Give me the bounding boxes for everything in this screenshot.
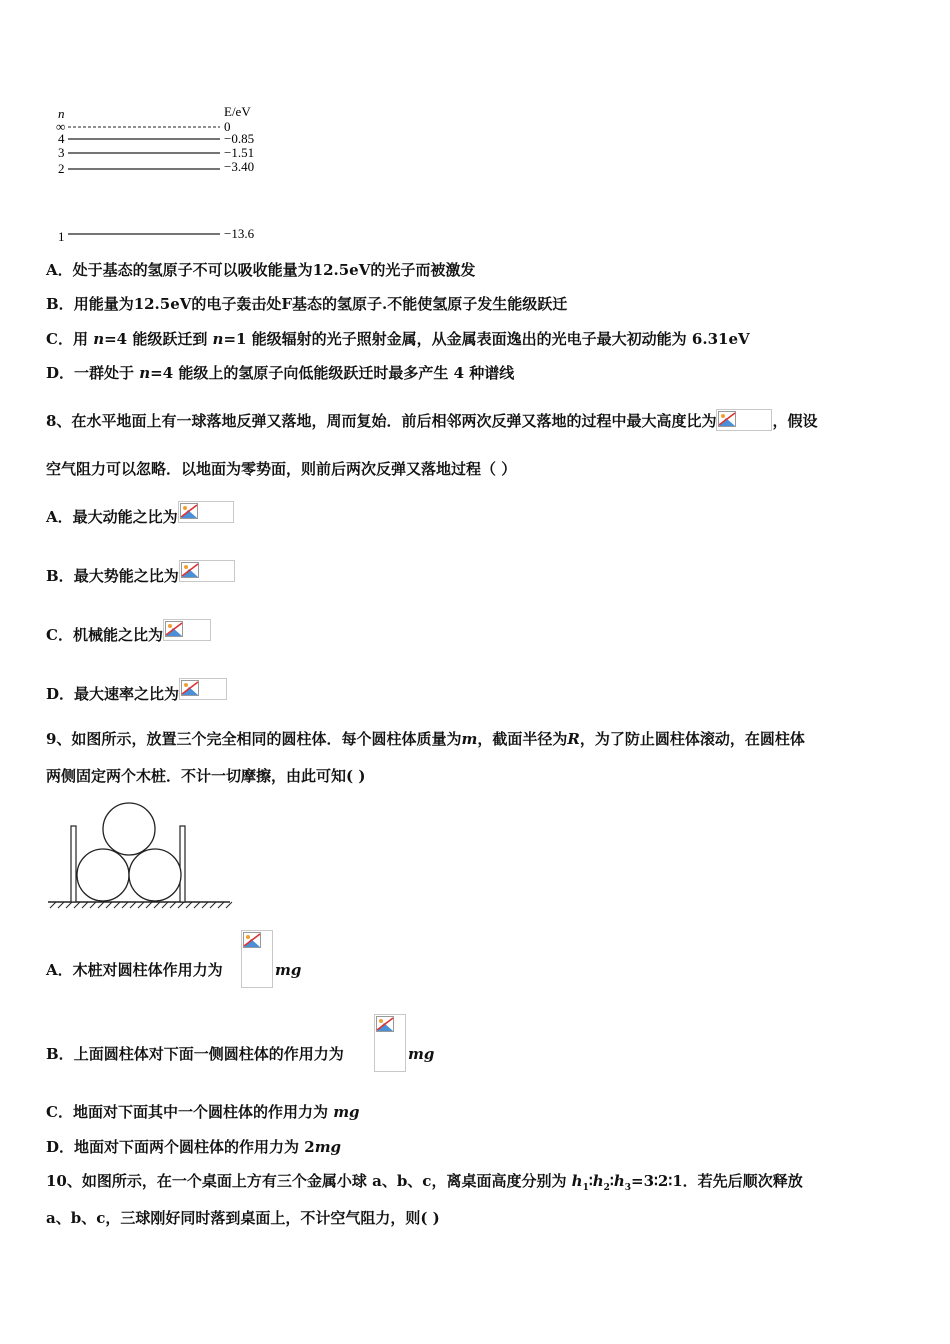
var-mg: mg: [314, 1138, 342, 1156]
option-letter: C．: [46, 330, 73, 348]
var-mg: mg: [333, 1103, 360, 1121]
level-n-3: 3: [58, 145, 65, 160]
broken-image-icon: [179, 560, 235, 582]
q10-stem-line2: a、b、c，三球刚好同时落到桌面上，不计空气阻力，则( ): [46, 1209, 440, 1227]
q9-option-d: [46, 1137, 341, 1157]
question-text: ，截面半径为: [477, 730, 568, 748]
option-text: 用能量为12.5eV的电子轰击处F基态的氢原子.不能使氢原子发生能级跃迁: [73, 295, 568, 313]
bottom-right-cylinder: [129, 849, 181, 901]
var-n: n: [93, 330, 105, 348]
q8-option-a: [46, 505, 234, 527]
question-text: ，假设: [772, 412, 818, 430]
q7-option-c: [46, 329, 750, 349]
option-letter: C．: [46, 626, 73, 644]
option-text: 地面对下面其中一个圆柱体的作用力为: [72, 1103, 334, 1121]
option-text: 处于基态的氢原子不可以吸收能量为12.5eV的光子而被激发: [72, 261, 476, 279]
option-text: 一群处于: [74, 364, 140, 382]
right-stake: [180, 826, 185, 902]
q7-option-a: [46, 260, 475, 280]
var-n: n: [212, 330, 224, 348]
option-text: 木桩对圆柱体作用力为: [72, 961, 223, 979]
left-stake: [71, 826, 76, 902]
broken-image-icon: [716, 409, 772, 431]
var-mg: mg: [408, 1045, 435, 1063]
option-text: =1 能级辐射的光子照射金属，从金属表面逸出的光电子最大初动能为 6.31eV: [223, 330, 750, 348]
q7-option-d: [46, 363, 514, 383]
q8-option-c: [46, 623, 211, 645]
level-n-2: 2: [58, 161, 65, 176]
option-text: 地面对下面两个圆柱体的作用力为 2: [74, 1138, 315, 1156]
ratio-colon: ∶: [588, 1172, 593, 1190]
option-letter: B．: [46, 567, 74, 585]
option-letter: D．: [46, 685, 75, 703]
option-text: 最大动能之比为: [72, 508, 178, 526]
broken-image-icon: [163, 619, 211, 641]
option-letter: D．: [46, 364, 75, 382]
question-text: =3∶2∶1．若先后顺次释放: [631, 1172, 803, 1190]
option-text: =4 能级上的氢原子向低能级跃迁时最多产生 4 种谱线: [150, 364, 515, 382]
q8-option-d: [46, 682, 227, 704]
option-text: =4 能级跃迁到: [104, 330, 213, 348]
option-letter: D．: [46, 1138, 75, 1156]
var-h: h: [571, 1172, 583, 1190]
question-text: 8、在水平地面上有一球落地反弹又落地，周而复始．前后相邻两次反弹又落地的过程中最大高度比为: [46, 412, 717, 430]
bottom-left-cylinder: [77, 849, 129, 901]
q8-stem: [46, 409, 817, 431]
subscript: 3: [624, 1183, 631, 1193]
level-e-1: −13.6: [224, 226, 255, 241]
var-h: h: [592, 1172, 604, 1190]
var-h: h: [613, 1172, 625, 1190]
level-e-2: −3.40: [224, 159, 255, 174]
level-e-3: −1.51: [224, 145, 255, 160]
n-axis-label: n: [58, 106, 65, 121]
option-letter: A．: [46, 508, 73, 526]
subscript: 1: [582, 1183, 589, 1193]
option-letter: B．: [46, 295, 74, 313]
var-n: n: [139, 364, 151, 382]
option-letter: B．: [46, 1045, 74, 1063]
q8-option-b: [46, 564, 235, 586]
level-n-inf: ∞: [56, 119, 66, 134]
broken-image-icon: [178, 501, 234, 523]
option-text: 用: [72, 330, 94, 348]
q7-option-b: [46, 294, 567, 314]
level-e-4: −0.85: [224, 131, 255, 146]
level-e-inf: 0: [224, 119, 231, 134]
var-r: R: [567, 730, 580, 748]
level-n-1: 1: [58, 229, 65, 244]
broken-image-icon: [179, 678, 227, 700]
q9-stem-line2: 两侧固定两个木桩．不计一切摩擦，由此可知( ): [46, 767, 366, 785]
q9-option-c: [46, 1102, 360, 1122]
subscript: 2: [603, 1183, 610, 1193]
energy-axis-label: E/eV: [224, 104, 251, 119]
q8-stem-line2: 空气阻力可以忽略．以地面为零势面，则前后两次反弹又落地过程（ ）: [46, 460, 517, 478]
energy-level-diagram: [50, 100, 280, 250]
q10-stem: [46, 1171, 803, 1198]
option-text: 最大速率之比为: [74, 685, 180, 703]
option-letter: A．: [46, 261, 73, 279]
level-n-4: 4: [58, 131, 65, 146]
question-text: ，为了防止圆柱体滚动，在圆柱体: [579, 730, 805, 748]
option-text: 上面圆柱体对下面一侧圆柱体的作用力为: [73, 1045, 344, 1063]
option-text: 最大势能之比为: [73, 567, 179, 585]
ground-hatching: [50, 902, 232, 908]
option-letter: C．: [46, 1103, 73, 1121]
broken-image-icon: [374, 1014, 406, 1072]
question-text: 9、如图所示，放置三个完全相同的圆柱体．每个圆柱体质量为: [46, 730, 462, 748]
cylinders-diagram: [46, 798, 236, 916]
var-m: m: [461, 730, 478, 748]
ratio-colon: ∶: [609, 1172, 614, 1190]
option-text: 机械能之比为: [72, 626, 163, 644]
top-cylinder: [103, 803, 155, 855]
broken-image-icon: [241, 930, 273, 988]
option-letter: A．: [46, 961, 73, 979]
var-mg: mg: [275, 961, 302, 979]
q9-stem: [46, 729, 805, 749]
question-text: 10、如图所示，在一个桌面上方有三个金属小球 a、b、c，离桌面高度分别为: [46, 1172, 572, 1190]
